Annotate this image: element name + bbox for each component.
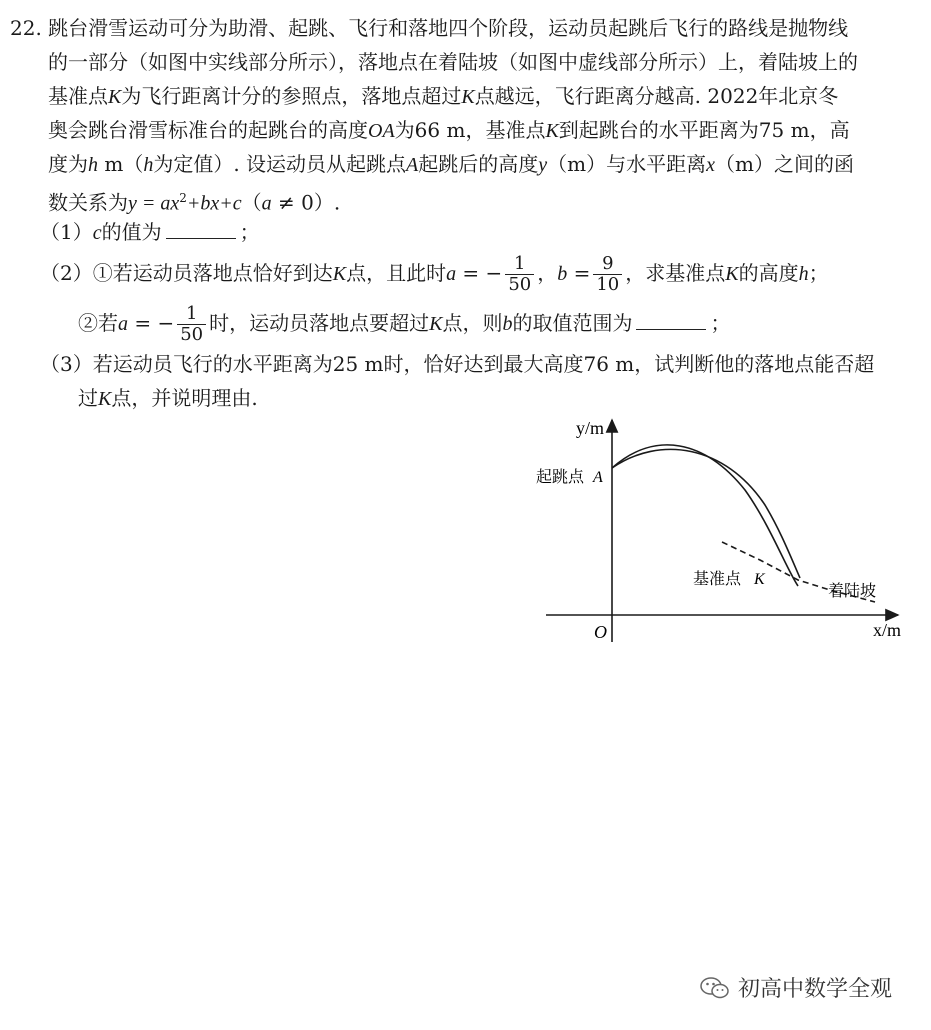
fraction xyxy=(177,304,206,345)
intro-text: 起跳后的高度 xyxy=(418,152,539,176)
question-text: 点，且此时 xyxy=(346,261,447,285)
formula: y = ax xyxy=(128,192,180,215)
var-oa: OA xyxy=(368,120,395,142)
question-text: 点，则 xyxy=(442,311,503,335)
problem-intro-line-4 xyxy=(48,116,850,145)
var-k: K xyxy=(461,86,475,108)
intro-text: 的一部分（如图中实线部分所示），落地点在着陆坡（如图中虚线部分所示）上，着陆坡上的 xyxy=(48,50,858,74)
intro-text: ≠ 0）. xyxy=(271,190,341,215)
question-text: ②若 xyxy=(78,311,118,335)
takeoff-letter: A xyxy=(593,469,603,486)
var-y: y xyxy=(538,154,548,176)
intro-text: 度为 xyxy=(48,152,88,176)
fraction-numerator: 1 xyxy=(177,304,206,325)
question-text: = − xyxy=(456,261,503,285)
question-3-line-1 xyxy=(40,350,874,378)
takeoff-label: 起跳点 xyxy=(536,467,585,486)
formula-exponent: 2 xyxy=(179,191,187,205)
var-b: b xyxy=(557,263,568,285)
var-k: K xyxy=(545,120,559,142)
question-2-1 xyxy=(40,250,829,297)
problem-intro-line-3 xyxy=(48,82,838,111)
watermark xyxy=(700,972,892,1003)
slope-label: 着陆坡 xyxy=(828,581,877,600)
k-point-label: 基准点 xyxy=(693,569,742,588)
question-text: ； xyxy=(808,261,829,285)
problem-number: 22. xyxy=(10,16,42,40)
answer-blank[interactable] xyxy=(636,311,706,330)
fraction-numerator: 9 xyxy=(593,254,622,275)
watermark-text: 初高中数学全观 xyxy=(738,977,893,1002)
var-a-point: A xyxy=(406,154,419,176)
var-k: K xyxy=(429,313,443,335)
question-text: 点，并说明理由. xyxy=(111,386,258,410)
origin-label: O xyxy=(594,622,607,642)
question-text: ； xyxy=(710,311,731,335)
answer-blank[interactable] xyxy=(166,220,236,239)
question-text: 过 xyxy=(78,386,98,410)
var-b: b xyxy=(502,313,513,335)
question-text: 的取值范围为 xyxy=(512,311,633,335)
problem-intro-line-5 xyxy=(48,150,854,179)
var-h: h xyxy=(88,154,98,176)
intro-text: 为定值）. 设运动员从起跳点 xyxy=(153,152,407,176)
problem-intro-line-1 xyxy=(10,14,848,42)
var-h: h xyxy=(798,263,809,285)
intro-text: （m）之间的函 xyxy=(715,152,854,176)
var-a: a xyxy=(446,263,457,285)
var-c: c xyxy=(92,222,102,244)
question-text: （3）若运动员飞行的水平距离为25 m时，恰好达到最大高度76 m，试判断他的落地点能否超 xyxy=(40,352,875,376)
fraction-numerator: 1 xyxy=(505,254,534,275)
var-x: x xyxy=(706,154,716,176)
intro-text: m（ xyxy=(98,152,144,176)
flight-path-2 xyxy=(612,449,800,578)
var-a: a xyxy=(261,192,272,215)
formula: +bx+c xyxy=(186,192,242,215)
question-text: 时，运动员落地点要超过 xyxy=(209,311,430,335)
question-text: （2）①若运动员落地点恰好到达 xyxy=(40,261,333,285)
x-axis-label: x/m xyxy=(873,620,902,640)
question-text: = − xyxy=(128,311,175,335)
fraction-denominator: 50 xyxy=(508,274,532,295)
var-k: K xyxy=(332,263,347,285)
y-axis-label: y/m xyxy=(576,418,605,438)
intro-text: 到起跳台的水平距离为75 m，高 xyxy=(558,118,850,142)
var-h: h xyxy=(143,154,154,176)
intro-text: 跳台滑雪运动可分为助滑、起跳、飞行和落地四个阶段，运动员起跳后飞行的路线是抛物线 xyxy=(48,16,849,40)
var-k: K xyxy=(725,263,739,285)
question-text: ，求基准点 xyxy=(625,261,726,285)
intro-text: 为66 m，基准点 xyxy=(394,118,546,142)
intro-text: （m）与水平距离 xyxy=(547,152,707,176)
question-text: ； xyxy=(239,220,260,244)
var-k: K xyxy=(98,388,112,410)
intro-text: 点越远，飞行距离分越高. 2022年北京冬 xyxy=(474,84,839,108)
question-3-line-2 xyxy=(78,384,258,413)
question-2-2 xyxy=(78,300,730,347)
intro-text: 数关系为 xyxy=(48,190,128,215)
question-1 xyxy=(40,218,260,247)
problem-intro-line-6 xyxy=(48,184,340,218)
question-text: = xyxy=(567,261,591,285)
fraction-denominator: 50 xyxy=(180,324,204,345)
question-text: 的高度 xyxy=(738,261,799,285)
wechat-icon xyxy=(700,975,730,1001)
intro-text: 基准点 xyxy=(48,84,108,108)
question-label: （1） xyxy=(40,220,93,244)
ski-jump-figure xyxy=(530,410,920,660)
question-text: 的值为 xyxy=(101,220,162,244)
intro-text: （ xyxy=(241,190,262,215)
var-a: a xyxy=(118,313,128,335)
k-point-letter: K xyxy=(754,571,765,588)
fraction xyxy=(505,254,534,295)
intro-text: 奥会跳台滑雪标准台的起跳台的高度 xyxy=(48,118,368,142)
question-text: ， xyxy=(537,261,558,285)
problem-intro-line-2 xyxy=(48,48,858,76)
fraction-denominator: 10 xyxy=(596,274,620,295)
intro-text: 为飞行距离计分的参照点，落地点超过 xyxy=(121,84,462,108)
fraction xyxy=(593,254,622,295)
var-k: K xyxy=(108,86,122,108)
